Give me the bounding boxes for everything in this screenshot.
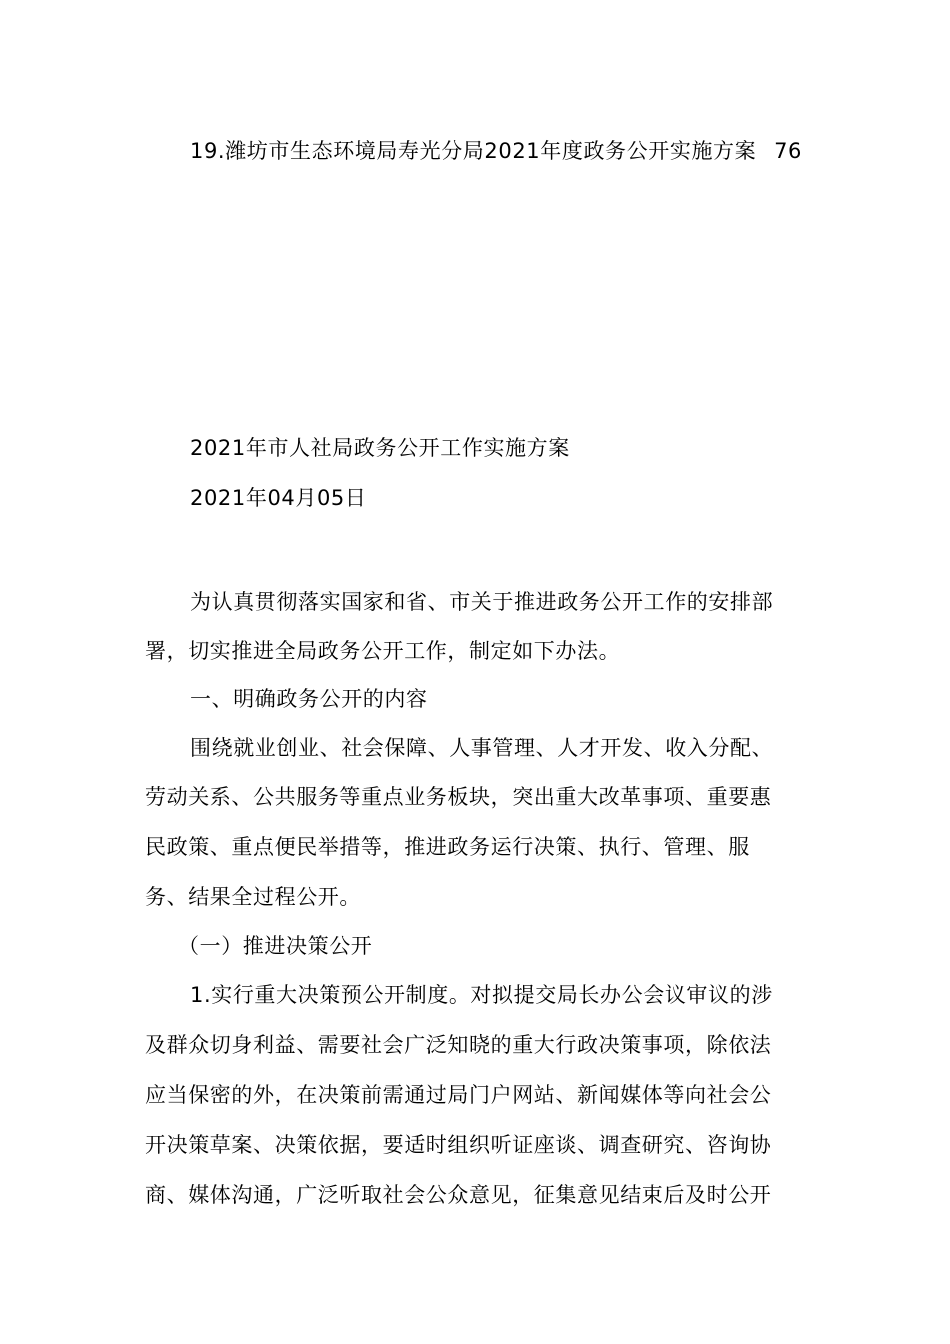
document-title: 2021年市人社局政务公开工作实施方案 xyxy=(190,436,570,460)
subsection-heading-1: （一）推进决策公开 xyxy=(178,934,373,958)
paragraph-decision-line-4: 开决策草案、决策依据，要适时组织听证座谈、调查研究、咨询协 xyxy=(145,1133,772,1157)
toc-entry[interactable] xyxy=(190,136,810,166)
paragraph-content-line-2: 劳动关系、公共服务等重点业务板块，突出重大改革事项、重要惠 xyxy=(145,785,772,809)
paragraph-intro-line-2: 署，切实推进全局政务公开工作，制定如下办法。 xyxy=(145,639,621,663)
paragraph-decision-line-2: 及群众切身利益、需要社会广泛知晓的重大行政决策事项，除依法 xyxy=(145,1033,772,1057)
paragraph-content-line-1: 围绕就业创业、社会保障、人事管理、人才开发、收入分配、 xyxy=(190,736,774,760)
paragraph-decision-line-1: 1.实行重大决策预公开制度。对拟提交局长办公会议审议的涉 xyxy=(190,983,773,1007)
document-date: 2021年04月05日 xyxy=(190,486,367,510)
paragraph-decision-line-5: 商、媒体沟通，广泛听取社会公众意见，征集意见结束后及时公开 xyxy=(145,1183,772,1207)
paragraph-decision-line-3: 应当保密的外，在决策前需通过局门户网站、新闻媒体等向社会公 xyxy=(145,1083,772,1107)
paragraph-content-line-3: 民政策、重点便民举措等，推进政务运行决策、执行、管理、服 xyxy=(145,835,750,859)
paragraph-content-line-4: 务、结果全过程公开。 xyxy=(145,885,361,909)
section-heading-1: 一、明确政务公开的内容 xyxy=(190,687,428,711)
paragraph-intro-line-1: 为认真贯彻落实国家和省、市关于推进政务公开工作的安排部 xyxy=(190,590,774,614)
toc-entry-title: 19.潍坊市生态环境局寿光分局2021年度政务公开实施方案 xyxy=(190,139,757,163)
toc-page-number: 76 xyxy=(774,139,802,163)
